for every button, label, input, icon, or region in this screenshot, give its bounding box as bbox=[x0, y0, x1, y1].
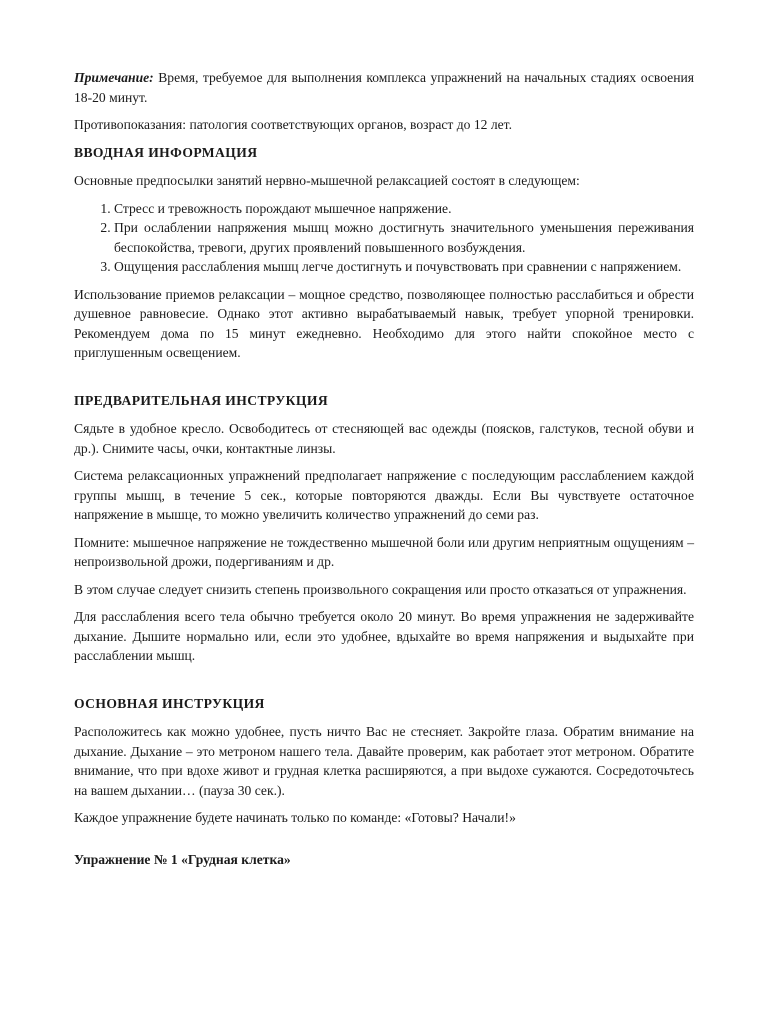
list-item: 3. Ощущения расслабления мышц легче достигнуть и почувствовать при сравнении с напряжением. bbox=[114, 257, 694, 277]
preliminary-paragraph: Для расслабления всего тела обычно требуется около 20 минут. Во время упражнения не задерживайте дыхание. Дышите нормально или, если это удобнее, вдыхайте во время напряжения и выдыхайте при расслаблении мышц. bbox=[74, 609, 694, 663]
note-label: Примечание: bbox=[74, 70, 154, 85]
section-spacer bbox=[74, 371, 694, 391]
preliminary-heading: ПРЕДВАРИТЕЛЬНАЯ ИНСТРУКЦИЯ bbox=[74, 392, 329, 408]
main-paragraph: Расположитесь как можно удобнее, пусть ничто Вас не стесняет. Закройте глаза. Обратим внимание на дыхание. Дыхание – это метроном нашего тела. Давайте проверим, как работает этот метроном. Обратите внимание, что при вдохе живот и грудная клетка расширяются, а при выдохе сужаются. Сосредоточьтесь на вашем дыхании… (пауза 30 сек.). bbox=[74, 724, 694, 798]
section-spacer bbox=[74, 674, 694, 694]
intro-list bbox=[74, 199, 694, 277]
intro-heading: ВВОДНАЯ ИНФОРМАЦИЯ bbox=[74, 144, 258, 160]
exercise-title: Упражнение № 1 «Грудная клетка» bbox=[74, 851, 291, 867]
main-paragraph: Каждое упражнение будете начинать только по команде: «Готовы? Начали!» bbox=[74, 810, 516, 825]
intro-paragraph: Использование приемов релаксации – мощное средство, позволяющее полностью расслабиться и обрести душевное равновесие. Однако этот активно вырабатываемый навык, требует упорной тренировки. Рекомендуем дома по 15 минут ежедневно. Необходимо для этого найти спокойное место с приглушенным освещением. bbox=[74, 286, 694, 360]
intro-lead: Основные предпосылки занятий нервно-мышечной релаксацией состоят в следующем: bbox=[74, 173, 580, 188]
note-paragraph bbox=[74, 68, 694, 107]
preliminary-paragraph: Сядьте в удобное кресло. Освободитесь от стесняющей вас одежды (поясков, галстуков, тесной обуви и др.). Снимите часы, очки, контактные линзы. bbox=[74, 421, 694, 456]
note-text: Время, требуемое для выполнения комплекса упражнений на начальных стадиях освоения 18-20 минут. bbox=[74, 70, 694, 105]
preliminary-paragraph: В этом случае следует снизить степень произвольного сокращения или просто отказаться от упражнения. bbox=[74, 581, 687, 597]
preliminary-paragraph: Система релаксационных упражнений предполагает напряжение с последующим расслаблением каждой группы мышц, в течение 5 сек., которые повторяются дважды. Если Вы чувствуете остаточное напряжение в мышце, то можно увеличить количество упражнений до семи раз. bbox=[74, 468, 694, 522]
contraindications-paragraph: Противопоказания: патология соответствующих органов, возраст до 12 лет. bbox=[74, 117, 512, 132]
list-item: 2. При ослаблении напряжения мышц можно достигнуть значительного уменьшения переживания беспокойства, тревоги, других проявлений повышенного возбуждения. bbox=[114, 218, 694, 257]
document-page bbox=[74, 68, 694, 877]
main-heading: ОСНОВНАЯ ИНСТРУКЦИЯ bbox=[74, 695, 265, 711]
preliminary-paragraph: Помните: мышечное напряжение не тождественно мышечной боли или другим неприятным ощущениям – непроизвольной дрожи, подергиваниям и др. bbox=[74, 534, 694, 569]
list-item: 1. Стресс и тревожность порождают мышечное напряжение. bbox=[114, 199, 694, 219]
